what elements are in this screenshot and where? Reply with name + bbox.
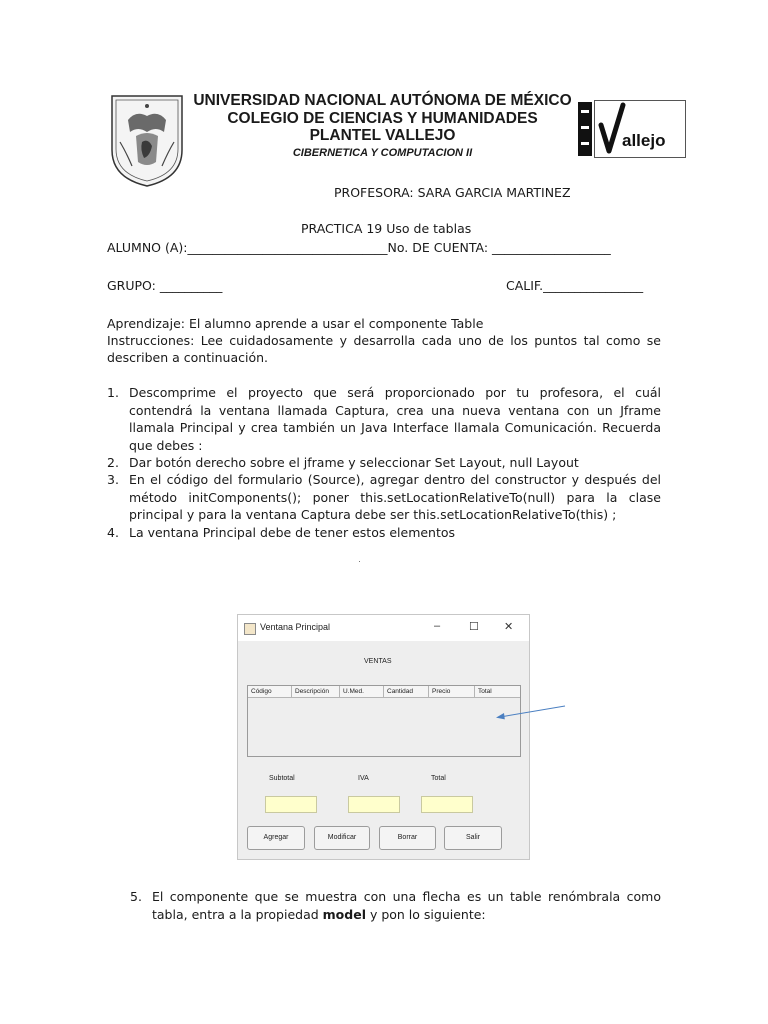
minimize-icon[interactable]: – bbox=[434, 620, 441, 632]
total-field[interactable] bbox=[421, 796, 473, 813]
practice-title: PRACTICA 19 Uso de tablas bbox=[301, 221, 472, 236]
ventas-table[interactable] bbox=[247, 685, 521, 757]
column-header[interactable]: U.Med. bbox=[340, 686, 384, 697]
agregar-button[interactable]: Agregar bbox=[247, 826, 305, 850]
window-title: Ventana Principal bbox=[260, 622, 331, 632]
learning-objective: Aprendizaje: El alumno aprende a usar el componente Table bbox=[107, 316, 484, 331]
java-app-icon bbox=[244, 623, 256, 635]
university-name: UNIVERSIDAD NACIONAL AUTÓNOMA DE MÉXICO bbox=[193, 92, 572, 109]
student-line: ALUMNO (A):________________________________No. DE CUENTA: ___________________ bbox=[107, 240, 611, 255]
salir-button[interactable]: Salir bbox=[444, 826, 502, 850]
modificar-button[interactable]: Modificar bbox=[314, 826, 370, 850]
ventas-heading: VENTAS bbox=[364, 658, 392, 665]
instructions: Instrucciones: Lee cuidadosamente y desarrolla cada uno de los puntos tal como se describen a continuación. bbox=[107, 333, 661, 365]
step-number: 5. bbox=[130, 889, 142, 904]
step-text: La ventana Principal debe de tener estos elementos bbox=[129, 525, 456, 540]
maximize-icon[interactable]: ☐ bbox=[469, 621, 479, 633]
subtotal-label: Subtotal bbox=[269, 775, 295, 782]
close-icon[interactable]: ✕ bbox=[504, 621, 514, 633]
grade-line: CALIF.________________ bbox=[506, 278, 644, 293]
total-label: Total bbox=[431, 775, 446, 782]
iva-label: IVA bbox=[358, 775, 369, 782]
step-5 bbox=[130, 888, 661, 923]
unam-seal-logo bbox=[106, 92, 188, 188]
step-number: 4. bbox=[107, 525, 119, 540]
cch-bar-icon bbox=[578, 102, 592, 156]
teacher-name: PROFESORA: SARA GARCIA MARTINEZ bbox=[334, 185, 571, 200]
column-header[interactable]: Total bbox=[478, 688, 492, 695]
step-2 bbox=[107, 454, 661, 472]
model-keyword: model bbox=[322, 906, 366, 922]
step-1 bbox=[107, 384, 661, 454]
step-4 bbox=[107, 524, 661, 542]
pointer-arrow-icon bbox=[490, 702, 570, 722]
group-line: GRUPO: __________ bbox=[107, 278, 223, 293]
column-header[interactable]: Código bbox=[248, 686, 292, 697]
step-number: 2. bbox=[107, 455, 119, 470]
course-name: CIBERNETICA Y COMPUTACION II bbox=[292, 147, 473, 159]
step-text: En el código del formulario (Source), agregar dentro del constructor y después del método initComponents(); poner this.setLocationRelativeTo(null) para la clase principal y para la ventana Captura debe ser this.setLocationRelativeTo(this) ; bbox=[129, 472, 661, 522]
step-number: 3. bbox=[107, 472, 119, 487]
window-titlebar bbox=[238, 615, 529, 641]
borrar-button[interactable]: Borrar bbox=[379, 826, 436, 850]
column-header[interactable]: Precio bbox=[429, 686, 475, 697]
step-number: 1. bbox=[107, 385, 119, 400]
ventana-principal-window bbox=[237, 614, 530, 860]
cch-vallejo-logo bbox=[578, 100, 686, 158]
step-text: El componente que se muestra con una flecha es un table renómbrala como tabla, entra a la propiedad model y pon lo siguiente: bbox=[152, 889, 661, 922]
column-header[interactable]: Cantidad bbox=[384, 686, 429, 697]
vallejo-logo-text: allejo bbox=[622, 131, 666, 150]
college-name: COLEGIO DE CIENCIAS Y HUMANIDADES bbox=[227, 110, 538, 127]
subtotal-field[interactable] bbox=[265, 796, 317, 813]
column-header[interactable]: Descripción bbox=[292, 686, 340, 697]
stray-dot bbox=[359, 561, 360, 562]
step-text: Dar botón derecho sobre el jframe y seleccionar Set Layout, null Layout bbox=[129, 455, 579, 470]
table-header bbox=[248, 686, 520, 698]
iva-field[interactable] bbox=[348, 796, 400, 813]
step-3 bbox=[107, 471, 661, 524]
campus-name: PLANTEL VALLEJO bbox=[309, 127, 456, 144]
step-text: Descomprime el proyecto que será proporcionado por tu profesora, el cuál contendrá la ventana llamada Captura, crea una nueva ventana con un Jframe llamala Principal y crea también un Java Interface llamala Comunicación. Recuerda que debes : bbox=[129, 385, 661, 453]
